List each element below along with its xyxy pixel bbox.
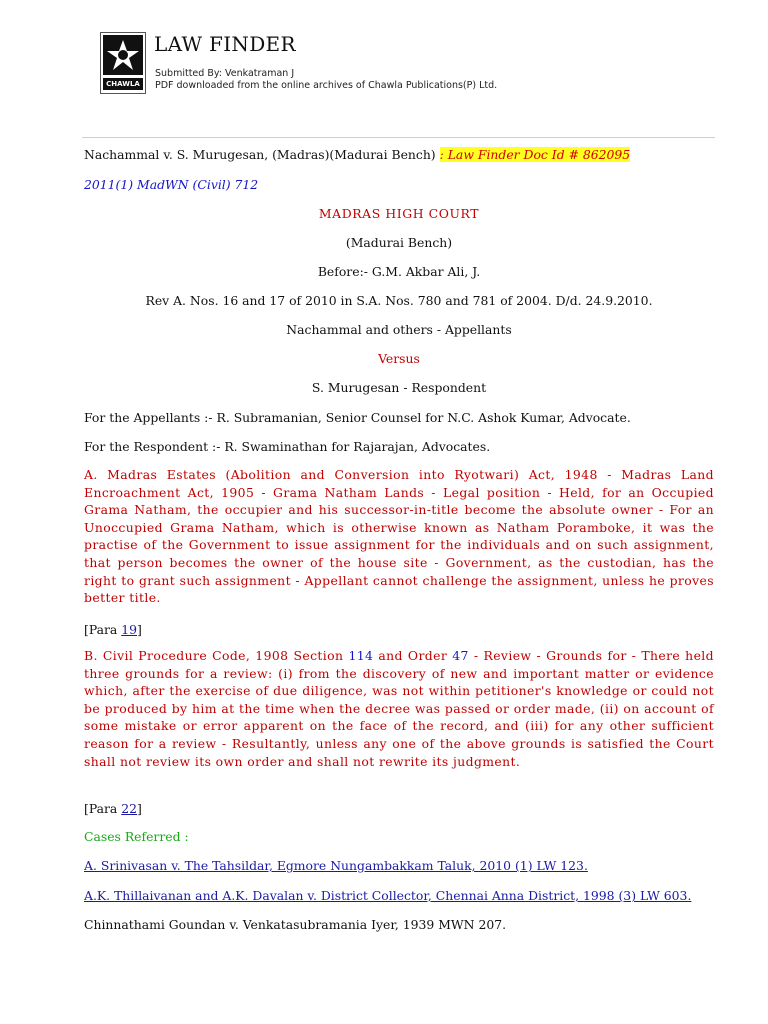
- para-ref-b: [84, 801, 714, 816]
- headnote-b-part2: and Order: [373, 648, 453, 663]
- counsel-respondent: For the Respondent :- R. Swaminathan for Rajarajan, Advocates.: [84, 439, 491, 454]
- case-ref-1-link[interactable]: A. Srinivasan v. The Tahsildar, Egmore Nungambakkam Taluk, 2010 (1) LW 123.: [84, 858, 588, 873]
- para-ref-a-suffix: ]: [137, 622, 142, 637]
- submitted-by: Submitted By: Venkatraman J: [155, 68, 295, 79]
- para-ref-b-suffix: ]: [137, 801, 142, 816]
- headnote-b-part3: - Review - Grounds for - There held three grounds for a review: (i) from the discovery of new and important matter or evidence which, after the exercise of due diligence, was not within petitioner's knowledge or could not be produced by him at the time when the decree was passed or order made, (ii) on account of some mistake or error apparent on the face of the record, and (iii) for any other sufficient reason for a review - Resultantly, unless any one of the above grounds is satisfied the Court shall not review its own order and shall not rewrite its judgment.: [84, 648, 714, 769]
- versus: Versus: [378, 351, 420, 366]
- document-header: [100, 32, 720, 96]
- para-22-link[interactable]: 22: [121, 801, 138, 816]
- respondent: S. Murugesan - Respondent: [311, 380, 487, 395]
- order-47-link[interactable]: 47: [452, 648, 469, 663]
- case-title-line: [84, 147, 714, 162]
- case-number: Rev A. Nos. 16 and 17 of 2010 in S.A. Nos. 780 and 781 of 2004. D/d. 24.9.2010.: [145, 293, 653, 308]
- para-ref-a: [84, 622, 714, 637]
- section-114-link[interactable]: 114: [348, 648, 374, 663]
- citation: 2011(1) MadWN (Civil) 712: [84, 177, 259, 192]
- case-ref-1: [84, 858, 714, 873]
- doc-id-highlight: : Law Finder Doc Id # 862095: [439, 147, 631, 162]
- brand-title: LAW FINDER: [154, 32, 296, 56]
- cases-referred-heading: Cases Referred :: [84, 829, 189, 844]
- chawla-logo: [100, 32, 146, 94]
- bench: (Madurai Bench): [345, 235, 453, 250]
- case-ref-2-link[interactable]: A.K. Thillaivanan and A.K. Davalan v. District Collector, Chennai Anna District, 1998 (3) LW 603.: [84, 888, 692, 903]
- headnote-b: [84, 647, 714, 770]
- court-name: MADRAS HIGH COURT: [318, 206, 480, 221]
- counsel-appellants: For the Appellants :- R. Subramanian, Senior Counsel for N.C. Ashok Kumar, Advocate.: [84, 410, 631, 425]
- para-ref-a-prefix: [Para: [84, 622, 122, 637]
- para-19-link[interactable]: 19: [121, 622, 138, 637]
- case-ref-3: Chinnathami Goundan v. Venkatasubramania Iyer, 1939 MWN 207.: [84, 917, 507, 932]
- judge: Before:- G.M. Akbar Ali, J.: [317, 264, 481, 279]
- para-ref-b-prefix: [Para: [84, 801, 122, 816]
- header-divider: [82, 137, 715, 138]
- case-title: Nachammal v. S. Murugesan, (Madras)(Madurai Bench): [84, 147, 436, 162]
- headnote-a: A. Madras Estates (Abolition and Conversion into Ryotwari) Act, 1948 - Madras Land Encroachment Act, 1905 - Grama Natham Lands - Legal position - Held, for an Occupied Grama Natham, the occupier and his successor-in-title become the absolute owner - For an Unoccupied Grama Natham, which is otherwise known as Natham Poramboke, it was the practise of the Government to issue assignment for the individuals and on such assignment, that person becomes the owner of the house site - Government, as the custodian, has the right to grant such assignment - Appellant cannot challenge the assignment, unless he proves better title.: [84, 467, 714, 606]
- case-ref-2: [84, 888, 714, 903]
- appellants: Nachammal and others - Appellants: [286, 322, 512, 337]
- star-logo-icon: [103, 35, 143, 75]
- logo-text: CHAWLA: [103, 78, 143, 90]
- headnote-b-part1: B. Civil Procedure Code, 1908 Section: [84, 648, 349, 663]
- source-note: PDF downloaded from the online archives of Chawla Publications(P) Ltd.: [155, 80, 498, 91]
